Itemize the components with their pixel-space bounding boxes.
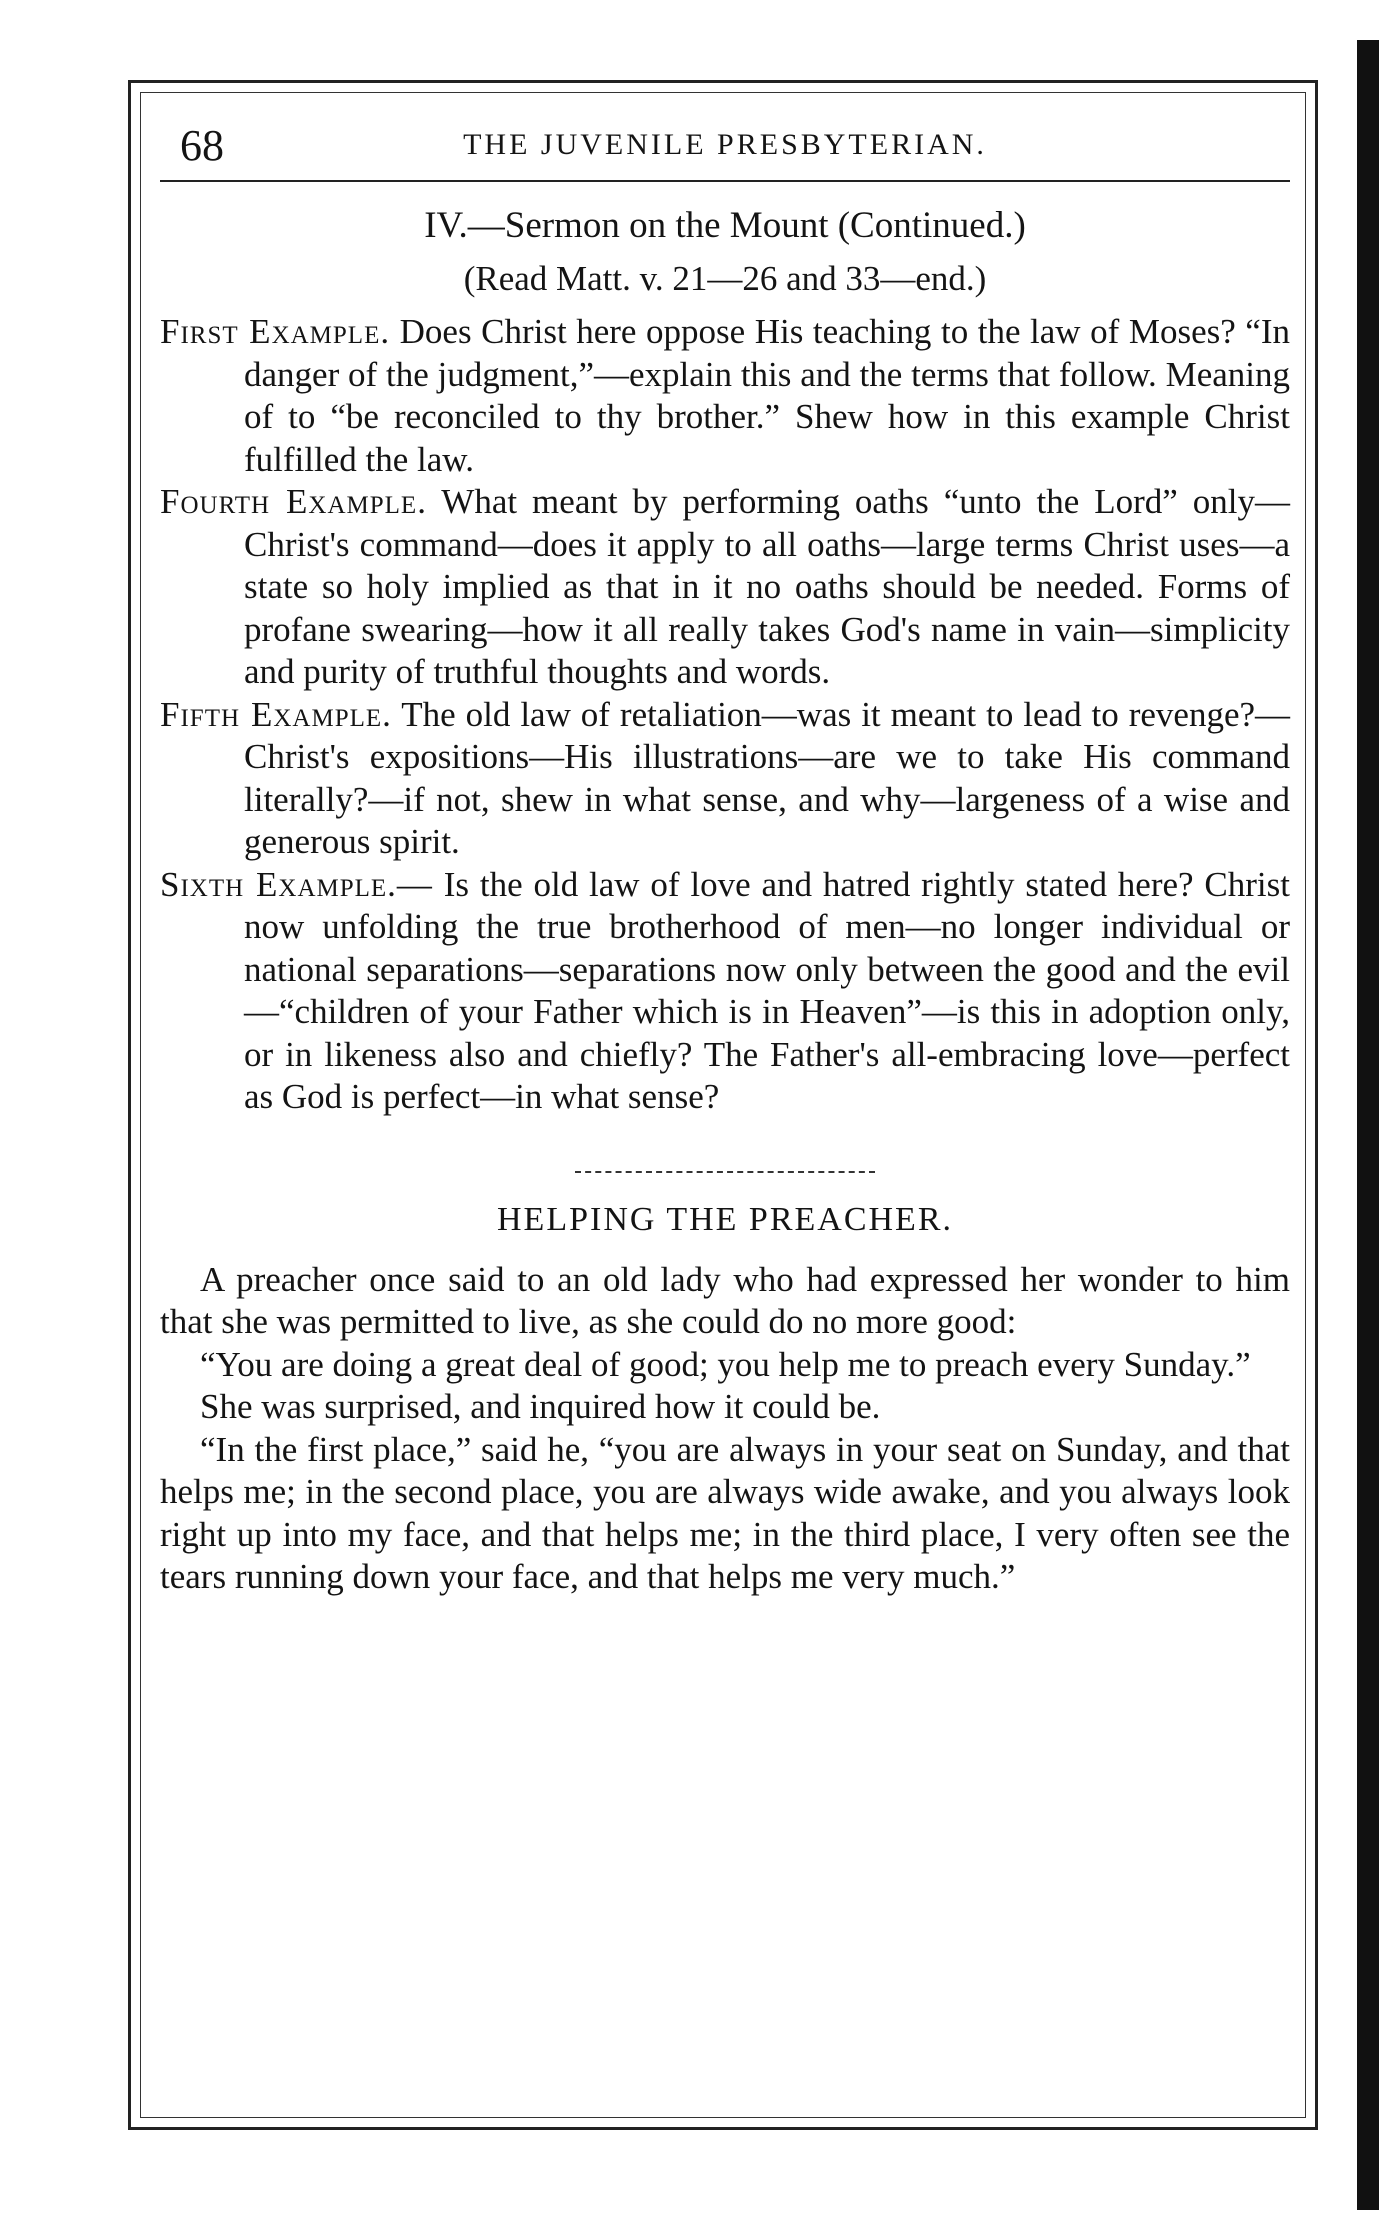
example-sixth bbox=[160, 864, 1290, 1119]
example-text: Is the old law of love and hatred rightly stated here? Christ now unfolding the true brotherhood of men—no longer individual or national separations—separations now only between the good and the evil—“children of your Father which is in Heaven”—is this in adoption only, or in likeness also and chiefly? The Father's all-embracing love—perfect as God is perfect—in what sense? bbox=[244, 864, 1290, 1116]
example-text: The old law of retaliation—was it meant to lead to revenge?—Christ's expositions—His illustrations—are we to take His command literally?—if not, shew in what sense, and why—largeness of a wise and generous spirit. bbox=[244, 694, 1291, 861]
section-reference: (Read Matt. v. 21—26 and 33—end.) bbox=[463, 259, 987, 298]
article-paragraph: A preacher once said to an old lady who had expressed her wonder to him that she was permitted to live, as she could do no more good: bbox=[160, 1259, 1290, 1341]
article-paragraph: She was surprised, and inquired how it could be. bbox=[200, 1387, 881, 1426]
example-label: Fifth Example. bbox=[160, 694, 392, 734]
example-first bbox=[160, 311, 1290, 481]
section-title: IV.—Sermon on the Mount (Continued.) bbox=[424, 205, 1026, 246]
page-spine-shadow bbox=[1357, 40, 1379, 2210]
page-content bbox=[160, 110, 1290, 1599]
page-header bbox=[160, 110, 1290, 182]
example-label: Sixth Example.— bbox=[160, 864, 433, 904]
example-fifth bbox=[160, 694, 1290, 864]
example-text: Does Christ here oppose His teaching to the law of Moses? “In danger of the judgment,”—explain this and the terms that follow. Meaning of to “be reconciled to thy brother.” Shew how in this example Christ fulfilled the law. bbox=[244, 312, 1290, 479]
example-label: Fourth Example. bbox=[160, 482, 427, 521]
article-paragraph: “In the first place,” said he, “you are always in your seat on Sunday, and that helps me; in the second place, you are always wide awake, and you always look right up into my face, and that helps me; in the third place, I very often see the tears running down your face, and that helps me very much.” bbox=[160, 1429, 1290, 1596]
example-text: What meant by performing oaths “unto the Lord” only—Christ's command—does it apply to all oaths—large terms Christ uses—a state so holy implied as that in it no oaths should be needed. Forms of profane swearing—how it all really takes God's name in vain—simplicity and purity of truthful thoughts and words. bbox=[244, 482, 1290, 691]
article-paragraph: “You are doing a great deal of good; you help me to preach every Sunday.” bbox=[200, 1344, 1251, 1384]
example-label: First Example. bbox=[160, 312, 391, 351]
running-title: THE JUVENILE PRESBYTERIAN. bbox=[463, 128, 987, 161]
section-divider bbox=[575, 1171, 875, 1173]
article-title: HELPING THE PREACHER. bbox=[497, 1200, 953, 1238]
example-fourth bbox=[160, 481, 1290, 694]
page-number: 68 bbox=[180, 121, 224, 170]
